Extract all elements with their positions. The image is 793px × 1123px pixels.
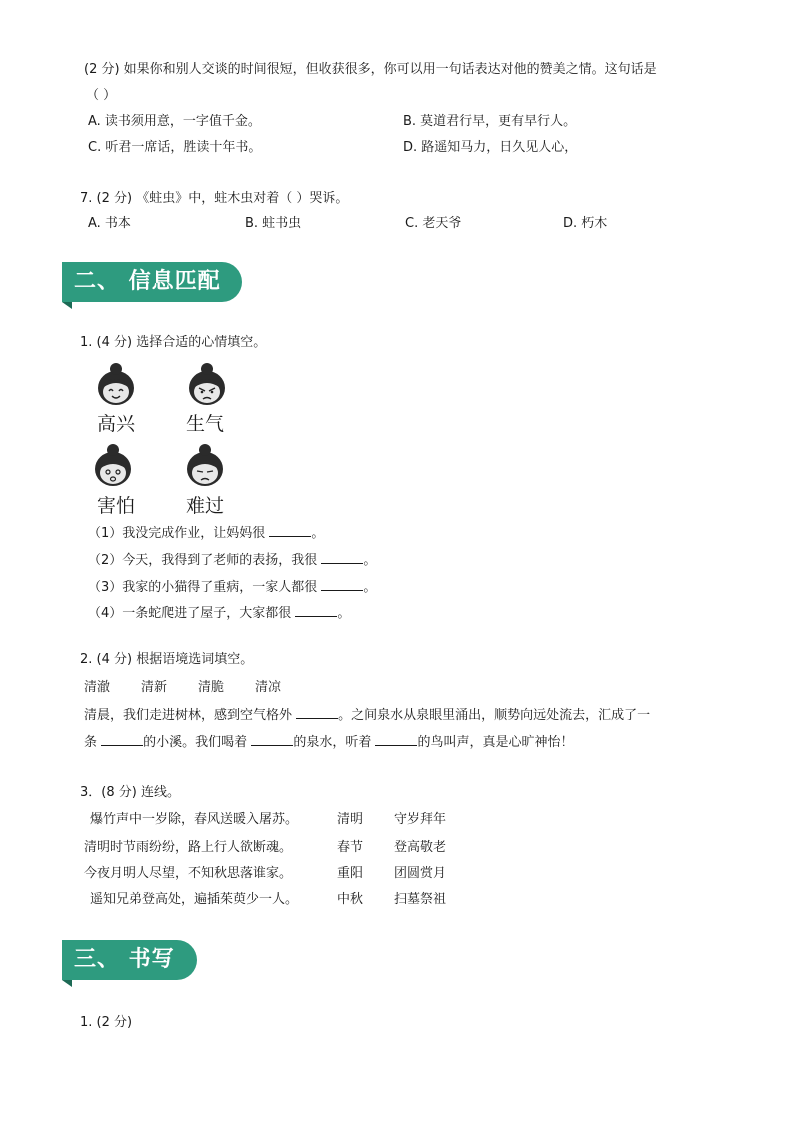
section-2-banner	[62, 262, 242, 308]
question-7-option-c: C. 老天爷	[405, 216, 462, 231]
face-label-sad: 难过	[186, 495, 225, 517]
answer-blank[interactable]	[321, 578, 363, 591]
passage-text: 清晨，我们走进树林，感到空气格外	[84, 708, 293, 723]
passage-line-1	[84, 706, 650, 724]
item-end-mark: 。	[363, 580, 377, 595]
passage-text: 的小溪。我们喝着	[143, 735, 248, 750]
passage-text: 的泉水，听着	[293, 735, 372, 750]
item-end-mark: 。	[363, 553, 377, 568]
face-label-scared: 害怕	[97, 495, 136, 517]
question-7-option-a: A. 书本	[88, 216, 131, 231]
passage-line-2	[84, 733, 573, 751]
word-choice-2: 清新	[141, 680, 168, 695]
s2q1-item-4	[88, 604, 350, 622]
answer-blank[interactable]	[375, 733, 417, 746]
question-6-option-c: C. 听君一席话，胜读十年书。	[88, 140, 262, 155]
happy-face-icon	[93, 361, 139, 407]
item-end-mark: 。	[337, 606, 351, 621]
festival-3: 重阳	[337, 866, 364, 881]
question-7-stem: 7. (2 分) 《蛀虫》中，蛀木虫对着（ ）哭诉。	[80, 191, 349, 206]
festival-4: 中秋	[337, 892, 364, 907]
word-choice-4: 清凉	[255, 680, 282, 695]
custom-1: 守岁拜年	[394, 812, 447, 827]
poem-line-3: 今夜月明人尽望，不知秋思落谁家。	[84, 866, 293, 881]
poem-line-2: 清明时节雨纷纷，路上行人欲断魂。	[84, 840, 293, 855]
section-2-title: 二、 信息匹配	[74, 269, 221, 294]
answer-blank[interactable]	[296, 706, 338, 719]
answer-blank[interactable]	[269, 524, 311, 537]
question-6-stem: (2 分) 如果你和别人交谈的时间很短，但收获很多，你可以用一句话表达对他的赞美之情。这句话是	[84, 62, 657, 77]
s2-question-1-stem: 1. (4 分) 选择合适的心情填空。	[80, 335, 267, 350]
answer-blank[interactable]	[251, 733, 293, 746]
word-choice-1: 清澈	[84, 680, 111, 695]
question-6-answer-paren: （ ）	[86, 88, 117, 103]
answer-blank[interactable]	[101, 733, 143, 746]
passage-text: 条	[84, 735, 98, 750]
s2q1-item-2	[88, 551, 376, 569]
scared-face-icon	[90, 442, 136, 488]
custom-4: 扫墓祭祖	[394, 892, 447, 907]
question-6-option-a: A. 读书须用意，一字值千金。	[88, 114, 261, 129]
section-3-banner	[62, 940, 197, 986]
s3-question-1-stem: 1. (2 分)	[80, 1015, 133, 1030]
sad-face-icon	[182, 442, 228, 488]
s2-question-3-stem: 3．(8 分) 连线。	[80, 785, 180, 800]
banner-fold	[62, 980, 72, 987]
word-choice-3: 清脆	[198, 680, 225, 695]
s2q1-item-3	[88, 578, 376, 596]
s2q1-item-4-text: （4）一条蛇爬进了屋子，大家都很	[88, 606, 292, 621]
item-end-mark: 。	[311, 526, 325, 541]
poem-line-1: 爆竹声中一岁除，春风送暖入屠苏。	[90, 812, 299, 827]
angry-face-icon	[184, 361, 230, 407]
s2q1-item-1	[88, 524, 324, 542]
s2-question-2-stem: 2. (4 分) 根据语境选词填空。	[80, 652, 254, 667]
s2q1-item-1-text: （1）我没完成作业，让妈妈很	[88, 526, 266, 541]
answer-blank[interactable]	[295, 604, 337, 617]
section-3-title: 三、 书写	[74, 947, 175, 972]
s2q1-item-2-text: （2）今天，我得到了老师的表扬，我很	[88, 553, 318, 568]
custom-3: 团圆赏月	[394, 866, 447, 881]
question-6-option-d: D. 路遥知马力，日久见人心，	[403, 140, 578, 155]
face-label-angry: 生气	[186, 413, 225, 435]
question-6-option-b: B. 莫道君行早，更有早行人。	[403, 114, 577, 129]
question-7-option-b: B. 蛀书虫	[245, 216, 302, 231]
answer-blank[interactable]	[321, 551, 363, 564]
poem-line-4: 遥知兄弟登高处，遍插茱萸少一人。	[90, 892, 299, 907]
question-7-option-d: D. 朽木	[563, 216, 608, 231]
s2q1-item-3-text: （3）我家的小猫得了重病，一家人都很	[88, 580, 318, 595]
festival-1: 清明	[337, 812, 364, 827]
festival-2: 春节	[337, 840, 364, 855]
custom-2: 登高敬老	[394, 840, 447, 855]
passage-text: 的鸟叫声，真是心旷神怡！	[417, 735, 574, 750]
banner-fold	[62, 302, 72, 309]
passage-text: 。之间泉水从泉眼里涌出，顺势向远处流去，汇成了一	[338, 708, 651, 723]
face-label-happy: 高兴	[97, 413, 136, 435]
